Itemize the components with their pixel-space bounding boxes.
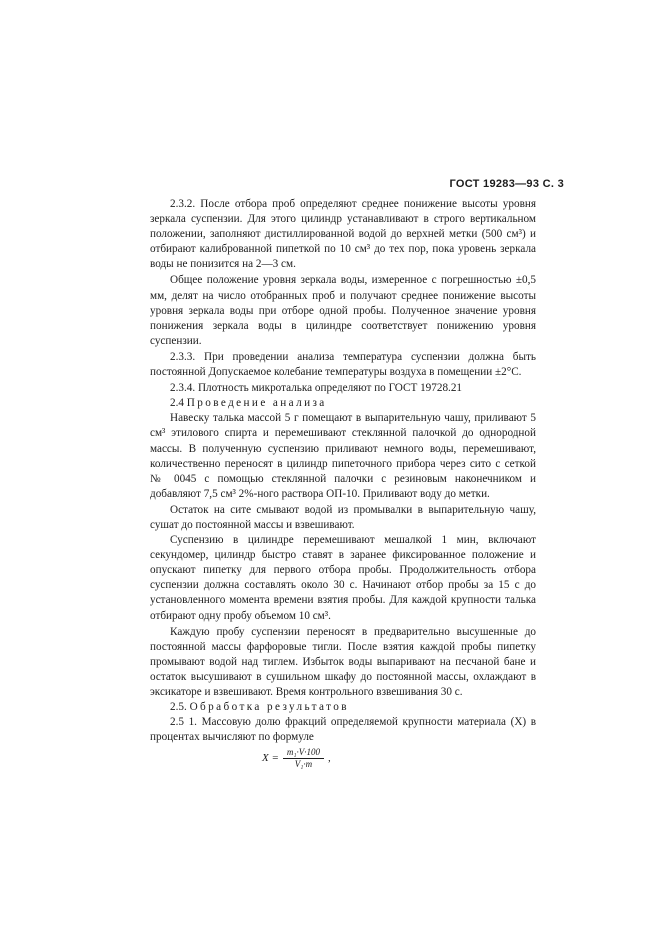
formula-fraction <box>283 747 324 770</box>
formula-denominator: V₁·m <box>294 759 313 770</box>
paragraph-2-5-1: 2.5 1. Массовую долю фракций определяемой крупности материала (X) в процентах вычисляют по формуле <box>150 716 536 744</box>
section-heading-2-5 <box>150 700 536 715</box>
paragraph-2-3-3: 2.3.3. При проведении анализа температура суспензии должна быть постоянной Допускаемое колебание температуры воздуха в помещении ±2°С. <box>150 350 536 379</box>
page-header: ГОСТ 19283—93 С. 3 <box>449 178 564 190</box>
formula-lhs: X = <box>262 752 279 765</box>
formula <box>150 747 536 770</box>
section-title-2-5: Обработка результатов <box>189 701 349 714</box>
paragraph-2-3-4: 2.3.4. Плотность микроталька определяют по ГОСТ 19728.21 <box>170 382 463 395</box>
paragraph-talc-sample: Навеску талька массой 5 г помещают в выпарительную чашу, приливают 5 см³ этилового спирта и перемешивают стеклянной палочкой до однородной массы. В полученную суспензию приливают немного воды, перемешивают, количественно переносят в цилиндр пипеточного прибора через сито с сеткой № 0045 с помощью стеклянной палочки с резиновым наконечником и добавляют 7,5 см³ 2%-ного раствора ОП-10. Приливают воду до метки. <box>150 412 536 500</box>
paragraph-suspension-mixing: Суспензию в цилиндре перемешивают мешалкой 1 мин, включают секундомер, цилиндр быстро ставят в заранее фиксированное положение и опускают пипетку для первого отбора пробы. Продолжительность отбора суспензии должна составлять около 30 с. Начинают отбор пробы за 15 с до установленного момента времени взятия пробы. Для каждой крупности талька отбирают одну пробу объемом 10 см³. <box>150 534 536 622</box>
paragraph-water-level: Общее положение уровня зеркала воды, измеренное с погрешностью ±0,5 мм, делят на число отобранных проб и получают среднее понижение высоты уровня зеркала воды при отборе одной пробы. Полученное значение уровня понижения зеркала воды в цилиндре соответствует понижению уровня суспензии. <box>150 274 536 347</box>
paragraph-crucibles: Каждую пробу суспензии переносят в предварительно высушенные до постоянной массы фарфоровые тигли. После взятия каждой пробы пипетку промывают водой над тиглем. Избыток воды выпаривают на песчаной бане и остаток высушивают в сушильном шкафу до постоянной массы, охлаждают в эксикаторе и взвешивают. Время контрольного взвешивания 30 с. <box>150 625 536 698</box>
paragraph-sieve-residue: Остаток на сите смывают водой из промывалки в выпарительную чашу, сушат до постоянной массы и взвешивают. <box>150 503 536 531</box>
section-number-2-5: 2.5. <box>170 701 187 714</box>
formula-trailing-comma: , <box>328 752 331 765</box>
section-number-2-4: 2.4 <box>170 397 184 410</box>
formula-numerator: m₁·V·100 <box>283 747 324 759</box>
document-body <box>150 197 536 770</box>
section-heading-2-4 <box>150 396 536 411</box>
section-title-2-4: Проведение анализа <box>186 397 327 410</box>
paragraph-2-3-2: 2.3.2. После отбора проб определяют среднее понижение высоты уровня зеркала суспензии. Для этого цилиндр устанавливают в строго вертикальном положении, заполняют дистиллированной водой до верхней метки (500 см³) и отбирают калиброванной пипеткой по 10 см³ до тех пор, пока уровень зеркала воды не понизится на 2—3 см. <box>150 198 536 271</box>
